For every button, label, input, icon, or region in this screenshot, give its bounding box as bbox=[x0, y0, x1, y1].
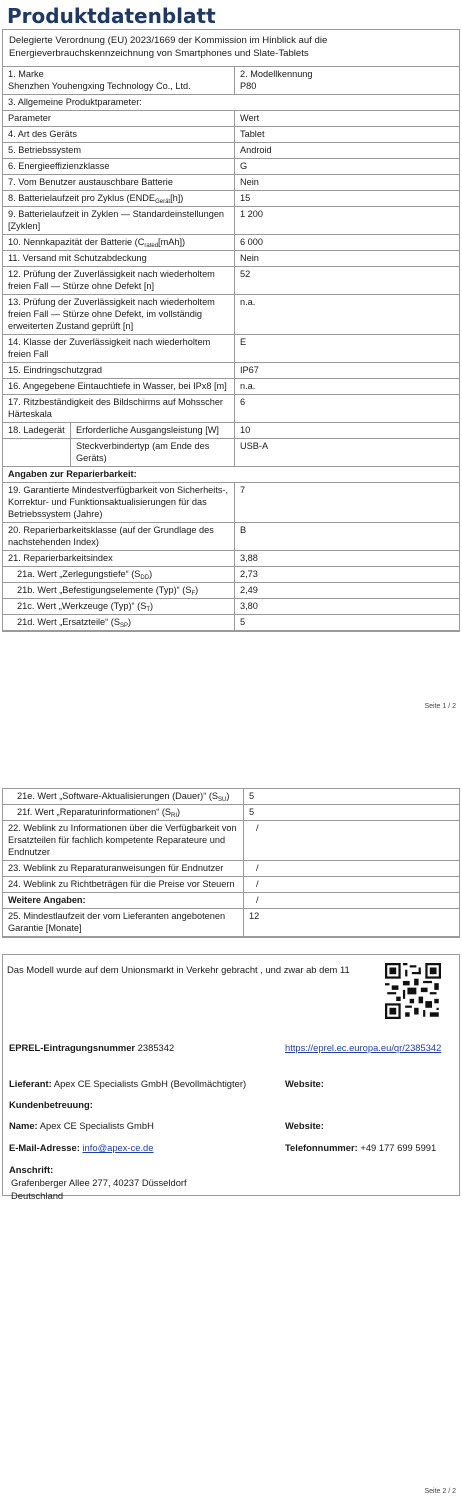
name-label: Name: bbox=[9, 1120, 38, 1131]
row-value: E bbox=[235, 335, 460, 363]
table-row bbox=[3, 335, 459, 363]
row21b-sub: F bbox=[191, 591, 196, 597]
charger-cell-2 bbox=[3, 439, 235, 467]
row-label: 11. Versand mit Schutzabdeckung bbox=[3, 251, 235, 267]
datasheet-box-2 bbox=[2, 788, 460, 938]
charger-sub2-label: Steckverbindertyp (am Ende des Geräts) bbox=[76, 441, 210, 463]
row-value: 1 200 bbox=[235, 207, 460, 235]
phone-value: +49 177 699 5991 bbox=[360, 1142, 437, 1153]
row-label: 24. Weblink zu Richtbeträgen für die Preise vor Steuern bbox=[3, 877, 244, 893]
row-label: 17. Ritzbeständigkeit des Bildschirms auf Mohsscher Härteskala bbox=[3, 395, 235, 423]
row-value: n.a. bbox=[235, 295, 460, 335]
table-row bbox=[3, 159, 459, 175]
row21e-post: ) bbox=[226, 791, 230, 801]
row-label: 16. Angegebene Eintauchtiefe in Wasser, bei IPx8 [m] bbox=[3, 379, 235, 395]
row-value: 6 bbox=[235, 395, 460, 423]
row-label: 12. Prüfung der Zuverlässigkeit nach wiederholtem freien Fall — Stürze ohne Defekt [n] bbox=[3, 267, 235, 295]
row21d-post: ) bbox=[127, 617, 132, 627]
row-value: 6 000 bbox=[235, 235, 460, 251]
row-value: 2,49 bbox=[235, 583, 460, 599]
eprel-number: 2385342 bbox=[137, 1042, 175, 1053]
row-value: Android bbox=[235, 143, 460, 159]
row8-label-pre: 8. Batterielaufzeit pro Zyklus (ENDE bbox=[8, 193, 156, 203]
row21a-post: ) bbox=[149, 569, 153, 579]
row-label: 19. Garantierte Mindestverfügbarkeit von Sicherheits-, Korrektur- und Funktionsaktualisierungen für das Betriebssystem (Jahre) bbox=[3, 483, 235, 523]
customer-service-heading: Kundenbetreuung: bbox=[9, 1099, 93, 1110]
table-row bbox=[3, 207, 459, 235]
name-value: Apex CE Specialists GmbH bbox=[39, 1120, 154, 1131]
supplier-row bbox=[9, 1077, 246, 1090]
table-row bbox=[3, 567, 459, 583]
more-header-row bbox=[3, 893, 459, 909]
table-row bbox=[3, 877, 459, 893]
table-row bbox=[3, 861, 459, 877]
row-label bbox=[3, 567, 235, 583]
qr-code-icon bbox=[385, 963, 441, 1019]
row8-label-sub: Gerät bbox=[155, 199, 171, 205]
repair-header-row bbox=[3, 467, 459, 483]
row10-label-pre: 10. Nennkapazität der Batterie (C bbox=[8, 237, 145, 247]
supplier-value: Apex CE Specialists GmbH (Bevollmächtigter) bbox=[53, 1078, 247, 1089]
row-label: 22. Weblink zu Informationen über die Verfügbarkeit von Ersatzteilen für fachlich kompetente Reparateure und Endnutzer bbox=[3, 821, 244, 861]
intro-text: Delegierte Verordnung (EU) 2023/1669 der Kommission im Hinblick auf die Energieverbrauchskennzeichnung von Smartphones und Slate-Tablets bbox=[3, 30, 459, 67]
row-label: 6. Energieeffizienzklasse bbox=[3, 159, 235, 175]
table-row bbox=[3, 821, 459, 861]
row-label: 21. Reparierbarkeitsindex bbox=[3, 551, 235, 567]
name-website-label: Website: bbox=[285, 1120, 324, 1131]
email-link[interactable]: info@apex-ce.de bbox=[82, 1142, 154, 1153]
table-row bbox=[3, 127, 459, 143]
table-row bbox=[3, 423, 459, 439]
row-value: Tablet bbox=[235, 127, 460, 143]
table-row bbox=[3, 789, 459, 805]
charger-split bbox=[3, 423, 234, 438]
market-text: Das Modell wurde auf dem Unionsmarkt in Verkehr gebracht , und zwar ab dem 11 bbox=[7, 964, 350, 975]
name-row bbox=[9, 1119, 154, 1132]
row21d-pre: 21d. Wert „Ersatzteile“ (S bbox=[17, 617, 120, 627]
row-value: / bbox=[244, 821, 460, 861]
row-label bbox=[3, 583, 235, 599]
row-label: 23. Weblink zu Reparaturanweisungen für Endnutzer bbox=[3, 861, 244, 877]
eprel-link[interactable]: https://eprel.ec.europa.eu/qr/2385342 bbox=[285, 1042, 442, 1053]
row-value: G bbox=[235, 159, 460, 175]
datasheet-table bbox=[3, 67, 459, 631]
row-value: Nein bbox=[235, 251, 460, 267]
row-label bbox=[3, 615, 235, 631]
table-row bbox=[3, 143, 459, 159]
row-value: 3,88 bbox=[235, 551, 460, 567]
row-value: / bbox=[244, 861, 460, 877]
row-label bbox=[3, 235, 235, 251]
row-label bbox=[3, 805, 244, 821]
eprel-row bbox=[9, 1041, 174, 1054]
table-row bbox=[3, 583, 459, 599]
supplier-label: Lieferant: bbox=[9, 1078, 52, 1089]
datasheet-box bbox=[2, 29, 460, 632]
row-value: 5 bbox=[244, 805, 460, 821]
charger-cell bbox=[3, 423, 235, 439]
row-label: 14. Klasse der Zuverlässigkeit nach wiederholtem freien Fall bbox=[3, 335, 235, 363]
row-label: 7. Vom Benutzer austauschbare Batterie bbox=[3, 175, 235, 191]
table-row bbox=[3, 363, 459, 379]
row10-label-post: [mAh]) bbox=[158, 237, 186, 247]
row-value: 5 bbox=[244, 789, 460, 805]
email-row bbox=[9, 1141, 154, 1154]
row-label bbox=[3, 599, 235, 615]
brand-label: 1. Marke bbox=[8, 69, 44, 79]
more-heading: Weitere Angaben: bbox=[3, 893, 244, 909]
page-number-2: Seite 2 / 2 bbox=[424, 1488, 456, 1495]
row-value: 2,73 bbox=[235, 567, 460, 583]
row-value: 3,80 bbox=[235, 599, 460, 615]
row21a-pre: 21a. Wert „Zerlegungstiefe“ (S bbox=[17, 569, 141, 579]
table-row bbox=[3, 523, 459, 551]
row10-label-sub: rated bbox=[144, 243, 159, 249]
table-row bbox=[3, 483, 459, 523]
supplier-website-label: Website: bbox=[285, 1078, 324, 1089]
row21f-pre: 21f. Wert „Reparaturinformationen“ (S bbox=[17, 807, 172, 817]
charger-sub1-label: Erforderliche Ausgangsleistung [W] bbox=[76, 425, 219, 435]
row-label: 15. Eindringschutzgrad bbox=[3, 363, 235, 379]
charger-label-spacer bbox=[3, 439, 71, 466]
row21c-pre: 21c. Wert „Werkzeuge (Typ)“ (S bbox=[17, 601, 147, 611]
row-label: 13. Prüfung der Zuverlässigkeit nach wiederholtem freien Fall — Stürze ohne Defekt, im vollständig erweiterten Zustand geprüft [n] bbox=[3, 295, 235, 335]
page-number-1: Seite 1 / 2 bbox=[424, 703, 456, 710]
table-row bbox=[3, 175, 459, 191]
row-value: n.a. bbox=[235, 379, 460, 395]
table-row bbox=[3, 395, 459, 423]
table-row bbox=[3, 439, 459, 467]
param-header: Parameter bbox=[3, 111, 235, 127]
row-value: 10 bbox=[235, 423, 460, 439]
row-value: B bbox=[235, 523, 460, 551]
table-row bbox=[3, 251, 459, 267]
row-value: IP67 bbox=[235, 363, 460, 379]
row-label bbox=[3, 191, 235, 207]
table-row bbox=[3, 191, 459, 207]
row21c-post: ) bbox=[150, 601, 154, 611]
phone-label: Telefonnummer: bbox=[285, 1142, 358, 1153]
phone-row bbox=[285, 1141, 436, 1154]
row-value: 15 bbox=[235, 191, 460, 207]
page-1 bbox=[0, 0, 462, 740]
row-value: 7 bbox=[235, 483, 460, 523]
row-label bbox=[3, 789, 244, 805]
row-value: 52 bbox=[235, 267, 460, 295]
row21f-post: ) bbox=[177, 807, 181, 817]
row-value: USB-A bbox=[235, 439, 460, 467]
row21e-pre: 21e. Wert „Software-Aktualisierungen (Dauer)“ (S bbox=[17, 791, 219, 801]
row21c-sub: T bbox=[146, 607, 151, 613]
table-row bbox=[3, 551, 459, 567]
datasheet-table-2 bbox=[3, 789, 459, 937]
repair-heading: Angaben zur Reparierbarkeit: bbox=[3, 467, 459, 483]
supplier-box bbox=[2, 954, 460, 1201]
address-block bbox=[9, 1163, 187, 1202]
row-value: 5 bbox=[235, 615, 460, 631]
row21b-post: ) bbox=[195, 585, 199, 595]
email-label: E-Mail-Adresse: bbox=[9, 1142, 80, 1153]
table-row bbox=[3, 909, 459, 937]
model-cell bbox=[235, 67, 460, 95]
table-row bbox=[3, 379, 459, 395]
row-label: 25. Mindestlaufzeit der vom Lieferanten angebotenen Garantie [Monate] bbox=[3, 909, 244, 937]
table-row bbox=[3, 267, 459, 295]
row21a-sub: DD bbox=[140, 575, 150, 581]
section3-heading: 3. Allgemeine Produktparameter: bbox=[3, 95, 459, 111]
row-label: 20. Reparierbarkeitsklasse (auf der Grundlage des nachstehenden Index) bbox=[3, 523, 235, 551]
row-value: Nein bbox=[235, 175, 460, 191]
row-value: / bbox=[244, 877, 460, 893]
row-label: 5. Betriebssystem bbox=[3, 143, 235, 159]
brand-row bbox=[3, 67, 459, 95]
table-row bbox=[3, 235, 459, 251]
row21f-sub: RI bbox=[171, 813, 178, 819]
row-label: 9. Batterielaufzeit in Zyklen — Standardeinstellungen [Zyklen] bbox=[3, 207, 235, 235]
row8-label-post: [h]) bbox=[170, 193, 184, 203]
brand-cell bbox=[3, 67, 235, 95]
row-value: / bbox=[244, 893, 460, 909]
row21b-pre: 21b. Wert „Befestigungselemente (Typ)“ (S bbox=[17, 585, 192, 595]
row21d-sub: SP bbox=[119, 623, 128, 629]
row-label: 4. Art des Geräts bbox=[3, 127, 235, 143]
param-header-row bbox=[3, 111, 459, 127]
address-label: Anschrift: bbox=[9, 1164, 54, 1175]
row21e-sub: SU bbox=[218, 797, 227, 803]
table-row bbox=[3, 295, 459, 335]
page-2 bbox=[0, 770, 462, 1500]
model-value: P80 bbox=[240, 81, 257, 91]
value-header: Wert bbox=[235, 111, 460, 127]
row-value: 12 bbox=[244, 909, 460, 937]
address-line2: Deutschland bbox=[11, 1190, 64, 1201]
charger-split-2 bbox=[3, 439, 234, 466]
charger-label: 18. Ladegerät bbox=[3, 423, 71, 438]
page-title: Produktdatenblatt bbox=[7, 4, 216, 28]
model-label: 2. Modellkennung bbox=[240, 69, 313, 79]
section3-row bbox=[3, 95, 459, 111]
address-line1: Grafenberger Allee 277, 40237 Düsseldorf bbox=[11, 1177, 187, 1188]
table-row bbox=[3, 615, 459, 631]
table-row bbox=[3, 805, 459, 821]
table-row bbox=[3, 599, 459, 615]
eprel-label: EPREL-Eintragungsnummer bbox=[9, 1042, 136, 1053]
brand-value: Shenzhen Youhengxing Technology Co., Ltd. bbox=[8, 81, 191, 91]
